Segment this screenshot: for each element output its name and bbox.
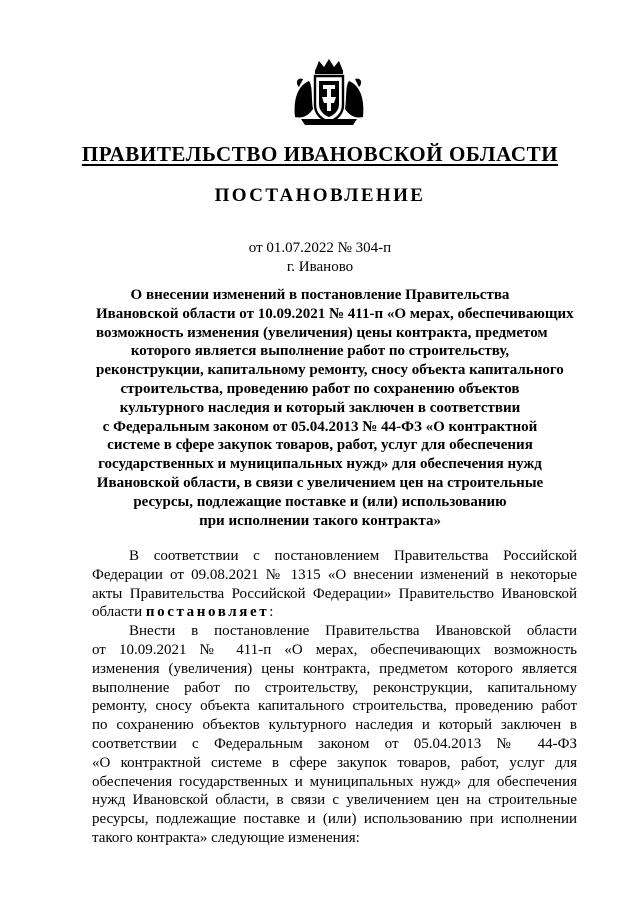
coat-of-arms-icon (291, 57, 367, 127)
subject-line: возможность изменения (увеличения) цены контракта, предметом (96, 324, 548, 341)
subject-line: ресурсы, подлежащие поставке и (или) использованию (133, 493, 507, 510)
paragraph-amendment (92, 622, 577, 848)
body-line: такого контракта» следующие изменения: (92, 829, 360, 846)
document-body (92, 547, 577, 848)
body-line: Внести в постановление Правительства Ивановской области (129, 623, 577, 640)
subject-line: Ивановской области от 10.09.2021 № 411-п «О мерах, обеспечивающих (96, 305, 574, 322)
body-text: : (269, 604, 274, 621)
subject-line: реконструкции, капитальному ремонту, сносу объекта капитального (96, 362, 564, 379)
subject-line: которого является выполнение работ по строительству, (130, 343, 510, 360)
subject-line: О внесении изменений в постановление Правительства (130, 287, 510, 303)
body-line: В соответствии с постановлением Правительства Российской (129, 548, 577, 564)
subject-line: системе в сфере закупок товаров, работ, услуг для обеспечения (107, 437, 533, 454)
body-line: Федерации от 09.08.2021 № 1315 «О внесении изменений в некоторые (92, 566, 577, 583)
body-line: по сохранению объектов культурного наследия и который заключен в (92, 717, 577, 734)
document-city: г. Иваново (286, 259, 354, 275)
body-line: нужд Ивановской области, в связи с увеличением цен на строительные (92, 792, 577, 809)
subject-line: культурного наследия и который заключен в соответствии (119, 399, 521, 416)
subject-line: государственных и муниципальных нужд» для обеспечения нужд (98, 456, 542, 473)
document-date-number: от 01.07.2022 № 304-п (248, 240, 392, 256)
decree-word: постановляет (145, 604, 270, 621)
body-line: соответствии с Федеральным законом от 05.04.2013 № 44-ФЗ (92, 735, 577, 752)
body-line: «О контрактной системе в сфере закупок товаров, работ, услуг для (92, 754, 577, 771)
document-type: ПОСТАНОВЛЕНИЕ (214, 185, 426, 206)
subject-line: при исполнении такого контракта» (199, 512, 441, 529)
subject-line: Ивановской области, в связи с увеличением цен на строительные (96, 474, 544, 491)
body-line: ремонту, сносу объекта капитального строительства, проведению работ (92, 698, 577, 715)
body-line: обеспечения государственных и муниципальных нужд» для обеспечения (92, 773, 577, 790)
government-title: ПРАВИТЕЛЬСТВО ИВАНОВСКОЙ ОБЛАСТИ (81, 142, 559, 166)
body-line (92, 603, 577, 622)
document-subject (96, 286, 574, 530)
body-text: области (92, 604, 146, 621)
paragraph-preamble (92, 547, 577, 622)
body-line: акты Правительства Российской Федерации» Правительство Ивановской (92, 585, 577, 602)
subject-line: с Федеральным законом от 05.04.2013 № 44-ФЗ «О контрактной (102, 418, 538, 435)
body-line: ресурсы, подлежащие поставке и (или) использованию при исполнении (92, 811, 577, 828)
body-line: изменения (увеличения) цены контракта, предметом которого является (92, 660, 577, 677)
body-line: от 10.09.2021 № 411-п «О мерах, обеспечивающих возможность (92, 641, 577, 658)
subject-line: строительства, проведению работ по сохранению объектов (120, 380, 520, 397)
body-line: выполнение работ по строительству, реконструкции, капитальному (92, 679, 577, 696)
